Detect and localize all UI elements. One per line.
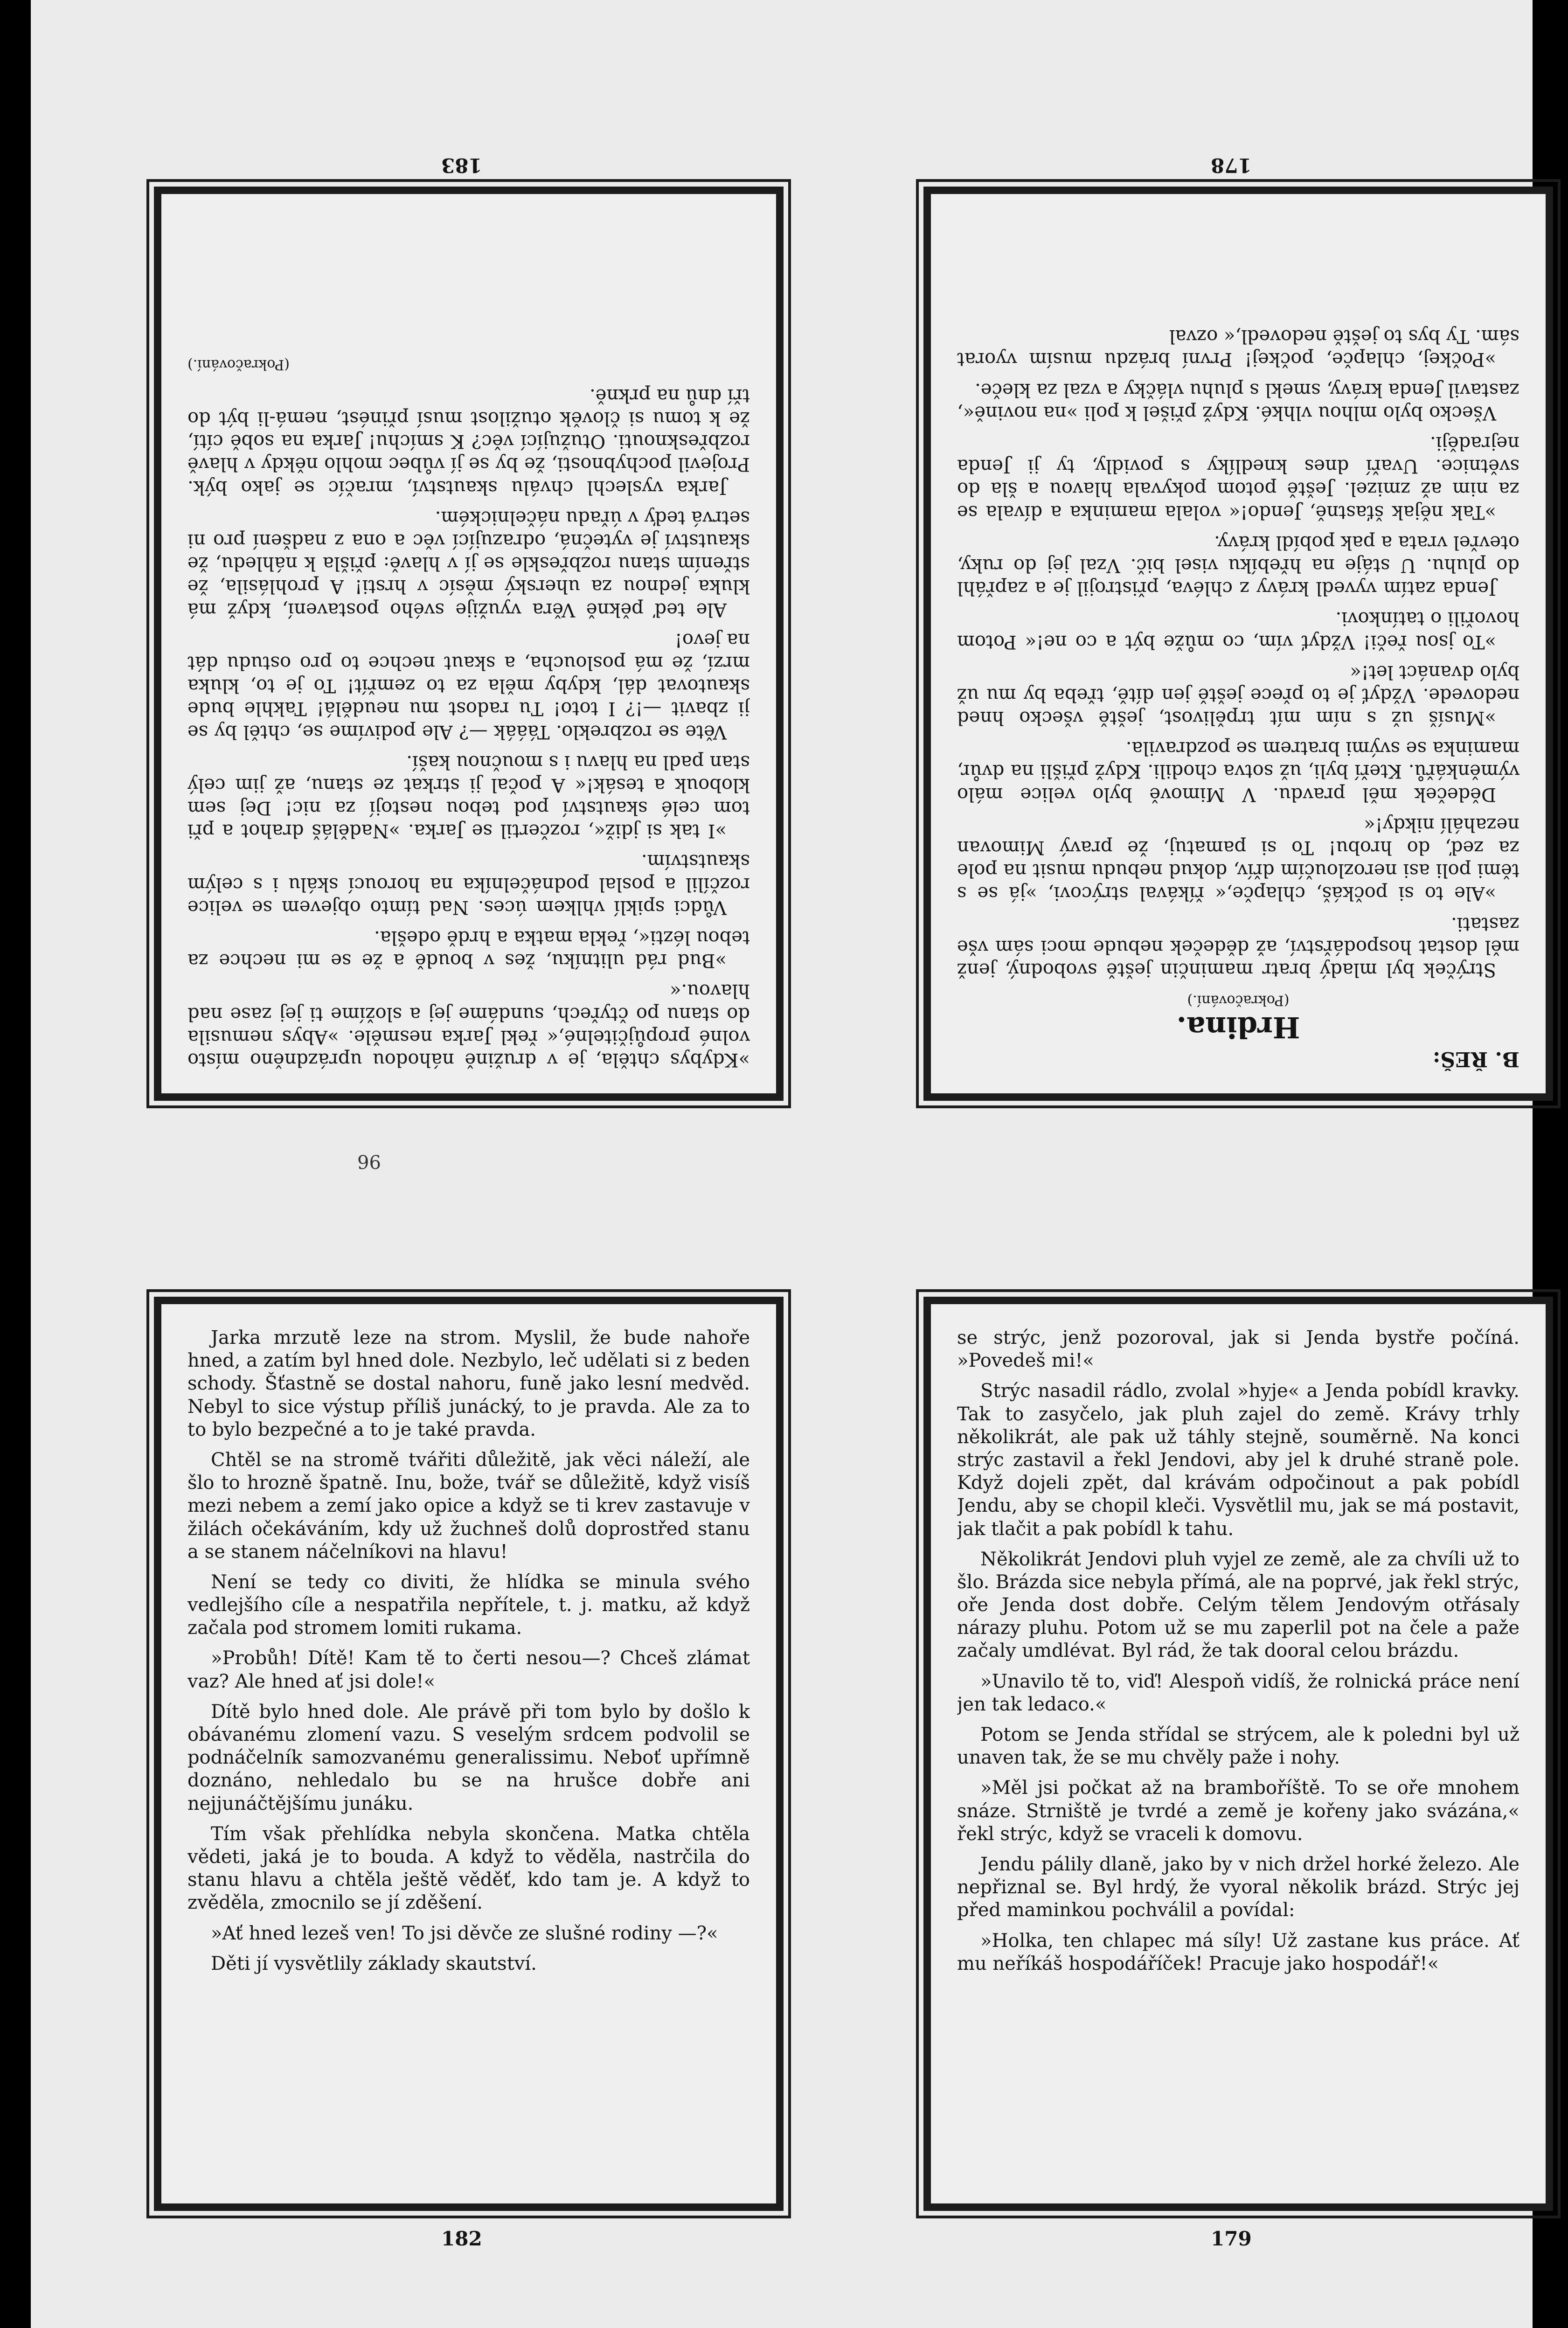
paragraph: »Holka, ten chlapec má síly! Už zastane kus práce. Ať mu neříkáš hospodáříček! Pracuje jako hospodář!« bbox=[957, 1930, 1519, 1974]
paragraph: Několikrát Jendovi pluh vyjel ze země, ale za chvíli už to šlo. Brázda sice nebyla přímá, ale na poprvé, jak řekl strýc, oře Jenda dost dobře. Celým tělem Jendovým otřásaly nárazy pluhu. Potom už se mu zaperlil pot na čele a paže začaly umdlévat. Byl rád, že tak dooral celou brázdu. bbox=[957, 1548, 1519, 1662]
paragraph: Všecko bylo mlhou vlhké. Když přišel k poli »na novině«, zastavil Jenda krávy, smekl s pluhu vláčky a vzal za kleče. bbox=[957, 379, 1519, 424]
paragraph: Dědeček měl pravdu. V Mimově bylo velice málo výměnkářů. Kteří byli, už sotva chodili. Když přišli na dvůr, maminka se svými bratrem se pozdravila. bbox=[957, 737, 1519, 805]
paragraph: »To jsou řeči! Vždyť vím, co může být a co ne!« Potom hovořili o tatínkovi. bbox=[957, 608, 1519, 653]
continued-note: (Pokračování.) bbox=[187, 356, 290, 373]
page-182-text bbox=[187, 1327, 750, 2181]
story-title: Hrdina. bbox=[1176, 1010, 1300, 1044]
paragraph: Potom se Jenda střídal se strýcem, ale k poledni byl už unaven tak, že se mu chvěly paže i nohy. bbox=[957, 1724, 1519, 1769]
paragraph: »I tak si jdiž«, rozčertil se Jarka. »Naděláš drahot a při tom celé skautství pod tebou nestojí za nic! Dej sem klobouk a tesák!« A počal ji strkat ze stanu, až jim celý stan padl na hlavu i s moučnou kaší. bbox=[187, 751, 750, 842]
page-179-panel bbox=[923, 1297, 1553, 2211]
paragraph: Vůdci spiklí vhlkem úces. Nad tímto objevem se velice rozčílil a poslal podnáčelníka na horoucí skálu i s celým skautstvím. bbox=[187, 850, 750, 918]
paragraph: Dítě bylo hned dole. Ale právě při tom bylo by došlo k obávanému zlomení vazu. S veselým srdcem podvolil se podnáčelník samozvanému generalissimu. Neboť upřímně doznáno, nehledalo bu se na hrušce dobře ani nejjunáčtějšímu junáku. bbox=[187, 1701, 750, 1814]
author-name: B. ŘEŠ: bbox=[1433, 1047, 1519, 1071]
paragraph: se strýc, jenž pozoroval, jak si Jenda bystře počíná. »Povedeš mi!« bbox=[957, 1327, 1519, 1372]
page-number-183: 183 bbox=[441, 154, 482, 177]
paragraph: »Musíš už s ním mít trpělivost, ještě všecko hned nedovede. Vždyť je to přece ještě jen dítě, třeba by mu už bylo dvanáct let!« bbox=[957, 661, 1519, 729]
page-183-panel bbox=[154, 187, 784, 1101]
paragraph: Tím však přehlídka nebyla skončena. Matka chtěla vědeti, jaká je to bouda. A když to věděla, nastrčila do stanu hlavu a chtěla ještě věděť, kdo tam je. A když to zvěděla, zmocnilo se jí zděšení. bbox=[187, 1823, 750, 1914]
continued-note: (Pokračování.) bbox=[1187, 992, 1290, 1008]
paragraph: »Kdybys chtěla, je v družině náhodou uprázdněno místo volné propůjčitelné,« řekl Jarka nesměle. »Abys nemusila do stanu po čtyřech, sundáme jej a složíme ti jej zase nad hlavou.« bbox=[187, 980, 750, 1070]
page-182-panel bbox=[154, 1297, 784, 2211]
paragraph: Ale teď pěkně Věra využije svého postavení, když má kluka jednou za uherský měsíc v hrsti! A prohlásila, že střením stanu rozbřeskle se jí v hlavě: přišla k náhledu, že skautství je vytečná, odrazující věc a ona z nadšení pro ni setrvá teďy v úřadu náčelnickém. bbox=[187, 507, 750, 620]
page-number-178: 178 bbox=[1211, 154, 1252, 177]
paragraph: »Unavilo tě to, viď! Alespoň vidíš, že rolnická práce není jen tak ledaco.« bbox=[957, 1670, 1519, 1715]
paragraph: Strýček byl mladý bratr maminčin ještě svobodný, jenž měl dostat hospodářství, až dědeček nebude moci sám vše zastati. bbox=[957, 913, 1519, 980]
paragraph: Chtěl se na stromě tvářiti důležitě, jak věci náleží, ale šlo to hrozně špatně. Inu, bože, tvář se důležitě, když visíš mezi nebem a zemí jako opice a když se ti krev zastavuje v žilách očekáváním, kdy už žuchneš dolů doprostřed stanu a se stanem náčelníkovi na hlavu! bbox=[187, 1449, 750, 1563]
page-179-text bbox=[957, 1327, 1519, 2181]
paragraph: »Bud rád ulitníku, žes v boudě a že se mi nechce za tebou lézti«, řekla matka a hrdě odešla. bbox=[187, 927, 750, 972]
paragraph: Není se tedy co diviti, že hlídka se minula svého vedlejšího cíle a nespatřila nepřítele, t. j. matku, až když začala pod stromem lomiti rukama. bbox=[187, 1571, 750, 1639]
paragraph: Jarka vyslechl chválu skautství, mračíc se jako býk. Projevil pochybnosti, že by se jí vůbec mohlo někdy v hlavě rozbřesknouti. Otužující věc? K smíchu! Jarka na sobě cítí, že k tomu si člověk otužilost musí přinést, nemá-li být do tří dnů na prkně. bbox=[187, 384, 750, 498]
paragraph: »Ale to si počkáš, chlapče,« říkával strýcovi, »já se s těmi poli asi nerozloučím dřív, dokud nebudu musit na pole za zeď, do hrobu! To si pamatuj, že pravý Mimovan nezahálí nikdy!« bbox=[957, 813, 1519, 904]
paragraph: »Měl jsi počkat až na bramboříště. To se oře mnohem snáze. Strniště je tvrdé a země je kořeny jako svázána,« řekl strýc, když se vraceli k domovu. bbox=[957, 1777, 1519, 1845]
scanned-sheet bbox=[31, 0, 1533, 2328]
paragraph: »Tak nějak šťastně, Jendo!« volala maminka a dívala se za nim až zmizel. Ještě potom pokyvala hlavou a šla do světnice. Uvaří dnes knedlíky s povidly, ty ji Jenda nejraději. bbox=[957, 432, 1519, 523]
center-mark: 96 bbox=[357, 1152, 381, 1174]
paragraph: Věte se rozbreklo. Tááák —? Ale podivíme se, chtěl by se ji zbavit —!? I toto! Tu radost mu neudělá! Takhle bude skautovat dál, kdyby měla za to zemřít! To je to, kluka mrzí, že má posloucha, a skaut nechce to pro ostudu dát na jevo! bbox=[187, 629, 750, 743]
paragraph: Děti jí vysvětlily základy skautství. bbox=[211, 1953, 537, 1974]
page-183-text bbox=[187, 216, 750, 1071]
paragraph: »Probůh! Dítě! Kam tě to čerti nesou—? Chceš zlámat vaz? Ale hned ať jsi dole!« bbox=[187, 1647, 750, 1692]
paragraph: Strýc nasadil rádlo, zvolal »hyje« a Jenda pobídl kravky. Tak to zasyčelo, jak pluh zajel do země. Krávy trhly několikrát, ale pak už táhly stejně, souměrně. Na konci strýc zastavil a řekl Jendovi, aby jel k druhé straně pole. Když dojeli zpět, dal krávám odpočinout a pak pobídl Jendu, aby se chopil kleči. Vysvětlil mu, jak se má postavit, jak tlačit a pak pobídl k tahu. bbox=[957, 1380, 1519, 1540]
paragraph: Jenda zatím vyvedl krávy z chléva, přistrojil je a zapřáhl do pluhu. U stáje na hřebíku visel bič. Vzal jej do ruky, otevřel vrata a pak pobídl krávy. bbox=[957, 531, 1519, 599]
page-178-text bbox=[957, 216, 1519, 1071]
paragraph: »Počkej, chlapče, počkej! První brázdu musím vyorat sám. Ty bys to ještě nedovedl,« ozval bbox=[957, 326, 1519, 370]
page-178-panel bbox=[923, 187, 1553, 1101]
page-number-179: 179 bbox=[1211, 2227, 1252, 2250]
paragraph: Jendu pálily dlaně, jako by v nich držel horké železo. Ale nepřiznal se. Byl hrdý, že vyoral několik brázd. Strýc jej před maminkou pochválil a povídal: bbox=[957, 1853, 1519, 1921]
paragraph: Jarka mrzutě leze na strom. Myslil, že bude nahoře hned, a zatím byl hned dole. Nezbylo, leč udělati si z beden schody. Šťastně se dostal nahoru, funě jako lesní medvěd. Nebyl to sice výstup příliš junácký, to je pravda. Ale za to to bylo bezpečné a to je také pravda. bbox=[187, 1327, 750, 1440]
page-number-182: 182 bbox=[441, 2227, 482, 2250]
paragraph: »Ať hned lezeš ven! To jsi děvče ze slušné rodiny —?« bbox=[211, 1922, 718, 1944]
